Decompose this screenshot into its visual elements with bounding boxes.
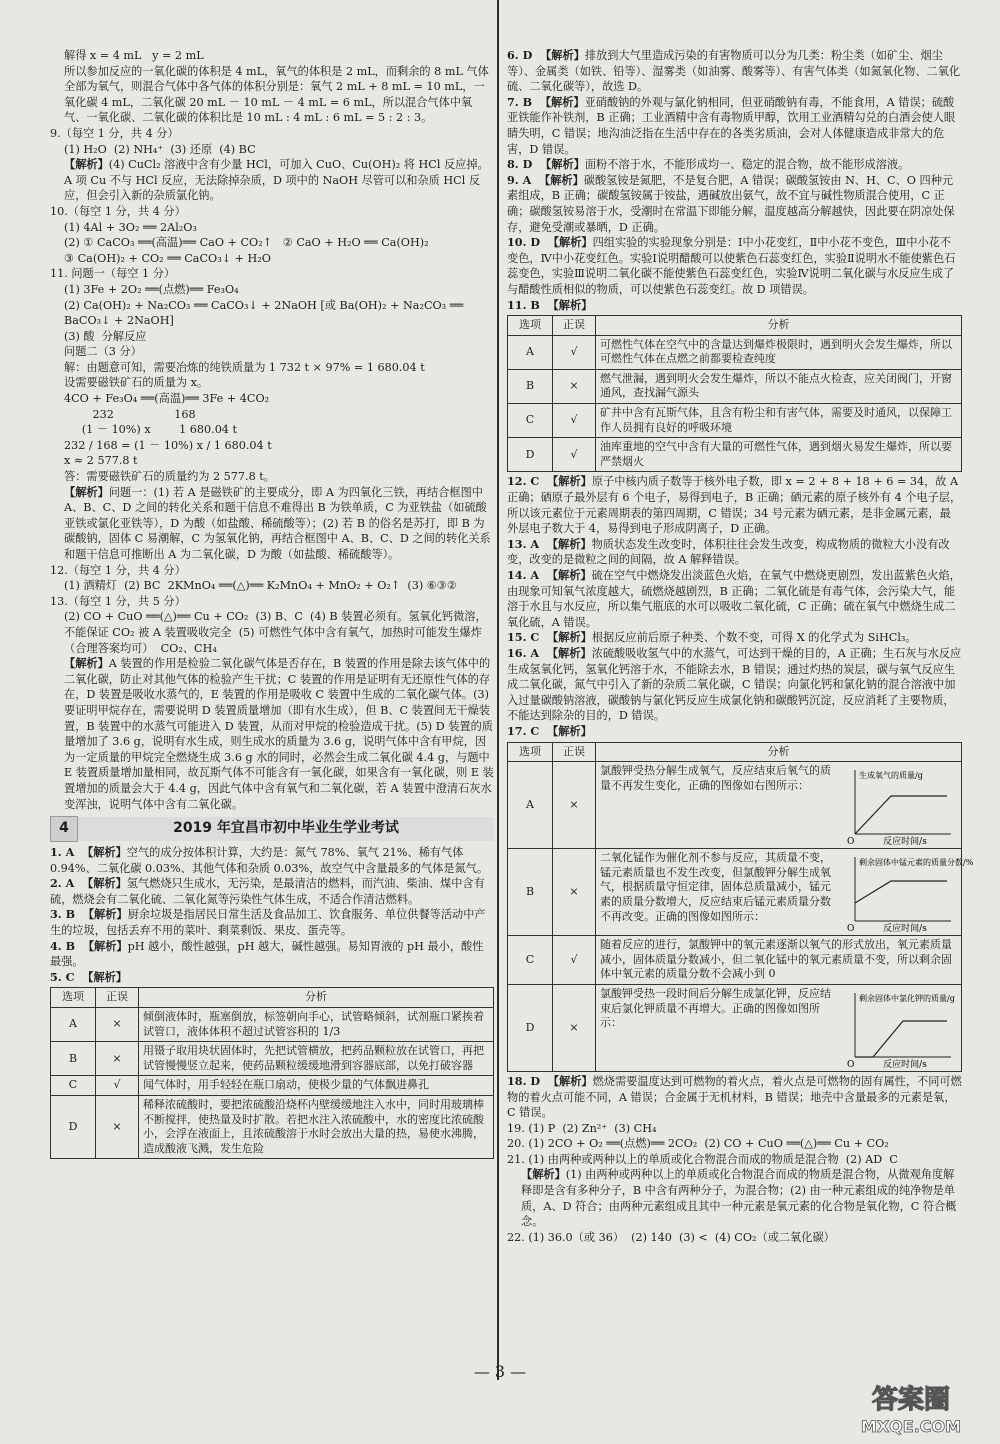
answer-text: 燃烧需要温度达到可燃物的着火点，着火点是可燃物的固有属性，不同可燃物的着火点可能不同，A 错误；合金属于无机材料，B 错误；地壳中含量最多的元素是氧，C 错误。 — [507, 1074, 962, 1120]
answer-text: (2) CO + CuO ══(△)══ Cu + CO₂ (3) B、C (4) B 装置必须有。氢氧化钙微溶，不能保证 CO₂ 被 A 装置吸收完全 (5) 可燃性气体中含有氧气，加热时可能发生爆炸（合理答案均可） CO₂、CH₄ — [64, 610, 487, 655]
table-header-cell: 分析 — [596, 316, 962, 336]
answer-line — [50, 438, 494, 454]
answer-line — [50, 469, 494, 485]
answer-tag: 4. B 【解析】 — [50, 938, 128, 953]
option-cell: B — [508, 369, 553, 403]
answer-line — [507, 157, 962, 173]
correctness-cell: √ — [553, 335, 596, 369]
answer-line — [507, 1074, 962, 1121]
answer-text: 硫在空气中燃烧发出淡蓝色火焰，在氧气中燃烧更剧烈，发出蓝紫色火焰，由现象可知氧气浓度越大，硫燃烧越剧烈，B 正确；二氧化硫是有毒气体，会污染大气，能溶于水且与水反应，所以集气瓶底的水可以吸收二氧化硫，C 正确；硫在氧气中燃烧生成二氧化硫，A 错误。 — [507, 569, 961, 629]
answer-text: 问题二（3 分） — [64, 345, 142, 359]
left-column — [50, 48, 494, 1161]
analysis-cell: 可燃性气体在空气中的含量达到爆炸极限时，遇到明火会发生爆炸，所以可燃性气体在点燃之前都要检查纯度 — [596, 335, 962, 369]
answer-line — [50, 64, 494, 126]
answer-tag: 2. A 【解析】 — [50, 876, 127, 891]
answer-text: 21. (1) 由两种或两种以上的单质或化合物混合而成的物质是混合物 (2) AD C — [507, 1152, 898, 1166]
answer-text: 解得 x = 4 mL y = 2 mL — [64, 49, 204, 62]
answer-text: 4CO + Fe₃O₄ ══(高温)══ 3Fe + 4CO₂ — [64, 392, 270, 406]
answer-text: 答：需要磁铁矿石的质量约为 2 577.8 t。 — [64, 470, 275, 484]
answer-tag: 17. C 【解析】 — [507, 723, 592, 738]
answer-text: 11. 问题一（每空 1 分） — [50, 267, 176, 281]
table-header-cell: 分析 — [596, 742, 962, 762]
answer-text: 问题一：(1) 若 A 是磁铁矿的主要成分，即 A 为四氧化三铁，再结合框图中 A、B、C、D 之间的转化关系和题干信息不难得出 B 为铁单质，C 为亚铁盐（如硫酸亚铁或氯化亚铁等），D 为酸（如盐酸、稀硫酸等）；(2) 若 B 的俗名是苏打，即 B 为碳酸钠，固体 C 易潮解，C 为氢氧化钠，再结合框图中 A、B、C、D 之间的转化关系和题干信息可推断出 A 为二氧化碳，D 为酸（如盐酸、稀硫酸等）。 — [64, 485, 491, 561]
graph-origin: O — [847, 837, 855, 848]
answer-line — [50, 220, 494, 236]
option-cell: C — [508, 404, 553, 438]
analysis-cell — [596, 762, 962, 849]
table-header-cell: 分析 — [139, 988, 494, 1008]
answer-tag: 3. B 【解析】 — [50, 907, 128, 922]
graph-origin: O — [847, 924, 855, 935]
analysis-cell — [596, 984, 962, 1071]
answer-text: 13.（每空 1 分，共 5 分） — [50, 594, 186, 608]
option-cell: A — [51, 1008, 96, 1042]
graph-ylabel: 生成氧气的质量/g — [859, 771, 923, 781]
answer-text: 9.（每空 1 分，共 4 分） — [50, 126, 179, 140]
answer-text: 厨余垃圾是指居民日常生活及食品加工、饮食服务、单位供餐等活动中产生的垃圾，包括丢弃不用的菜叶、剩菜剩饭、果皮、蛋壳等。 — [50, 908, 486, 938]
answer-line — [50, 578, 494, 594]
graph-xlabel: 反应时间/s — [883, 1059, 927, 1070]
answer-text: (2) Ca(OH)₂ + Na₂CO₃ ══ CaCO₃↓ + 2NaOH [或 Ba(OH)₂ + Na₂CO₃ ══ BaCO₃↓ + 2NaOH] — [64, 298, 467, 328]
answer-tag: 【解析】 — [64, 157, 109, 172]
correctness-cell: × — [96, 1042, 139, 1076]
answer-line — [507, 630, 962, 646]
answer-line — [50, 907, 494, 938]
option-cell: B — [508, 849, 553, 936]
answer-tag: 9. A 【解析】 — [507, 172, 584, 187]
answer-line — [507, 173, 962, 235]
table-row — [51, 1076, 494, 1096]
answer-tag: 【解析】 — [64, 656, 109, 671]
table-row — [508, 438, 962, 472]
right-column — [507, 48, 974, 1245]
answer-line — [50, 126, 494, 142]
answer-text: pH 越小，酸性越强，pH 越大，碱性越强。易知胃液的 pH 最小，酸性最强。 — [50, 939, 484, 969]
answer-line — [50, 563, 494, 579]
answer-line — [507, 1136, 962, 1152]
graph-curve — [855, 796, 947, 834]
option-cell: A — [508, 335, 553, 369]
analysis-with-graph — [600, 851, 974, 935]
answer-line — [50, 609, 494, 656]
answer-text: 解：由题意可知，需要冶炼的纯铁质量为 1 732 t × 97% = 1 680.04 t — [64, 360, 425, 374]
analysis-cell — [596, 849, 974, 936]
table-header-cell: 选项 — [508, 742, 553, 762]
table-header-cell: 正误 — [96, 988, 139, 1008]
answer-text: 浓硫酸吸收氢气中的水蒸气，可达到干燥的目的，A 正确；生石灰与水反应生成氢氧化钙，氢氧化钙溶于水，不能除去水，B 错误；通过灼热的炭层，碳与氧气反应生成二氧化碳，氮气中引入了新的杂质二氧化碳，C 错误；向氯化钙和氯化钠的混合溶液中加入过量碳酸钠溶液，碳酸钠与氯化钙反应生成氯化钠和碳酸钙沉淀，反应消耗了主要物质，不能达到除杂的目的，D 错误。 — [507, 646, 962, 723]
answer-line — [507, 235, 962, 297]
answer-line — [50, 845, 494, 876]
analysis-cell: 稀释浓硫酸时，要把浓硫酸沿烧杯内壁缓缓地注入水中，同时用玻璃棒不断搅拌，使热量及时扩散。若把水注入浓硫酸中，水的密度比浓硫酸小，会浮在液面上，且浓硫酸溶于水时会放出大量的热，易使水沸腾，造成酸液飞溅，发生危险 — [139, 1096, 494, 1159]
answer-tag: 12. C 【解析】 — [507, 474, 592, 489]
answer-line — [507, 646, 962, 724]
correctness-cell: √ — [553, 936, 596, 985]
analysis-table — [50, 987, 494, 1159]
answer-text: (3) 酸 分解反应 — [64, 329, 147, 343]
option-cell: A — [508, 762, 553, 849]
answer-text: (4) CuCl₂ 溶液中含有少量 HCl，可加入 CuO、Cu(OH)₂ 将 HCl 反应掉。A 项 Cu 不与 HCl 反应，无法除掉杂质，D 项中的 NaOH 尽管可以和杂质 HCl 反应，但会引入新的杂质氯化钠。 — [64, 158, 489, 203]
graph-ylabel: 剩余固体中氯化钾的质量/g — [859, 993, 955, 1003]
answer-line — [50, 48, 494, 64]
option-cell: C — [51, 1076, 96, 1096]
option-cell: B — [51, 1042, 96, 1076]
answer-line — [507, 568, 962, 630]
correctness-cell: × — [553, 849, 596, 936]
answer-text: ③ Ca(OH)₂ + CO₂ ══ CaCO₃↓ + H₂O — [64, 251, 271, 265]
answer-text: 22. (1) 36.0（或 36） (2) 140 (3) < (4) CO₂（或二氧化碳） — [507, 1230, 835, 1244]
watermark-url: MXQE.COM — [860, 1417, 962, 1436]
section-number: 4 — [50, 816, 78, 842]
table-header-row — [508, 316, 962, 336]
option-cell: C — [508, 936, 553, 985]
answer-text: 氢气燃烧只生成水，无污染，是最清洁的燃料，而汽油、柴油、煤中含有硫，燃烧会有二氧化硫、二氧化氮等污染性气体生成，不适合作清洁燃料。 — [50, 877, 485, 906]
answer-text: 面粉不溶于水，不能形成均一、稳定的混合物，故不能形成溶液。 — [584, 158, 910, 172]
page-number: — 3 — — [473, 1362, 527, 1381]
watermark-text: 答案圈 — [871, 1385, 951, 1415]
graph-origin: O — [847, 1059, 855, 1070]
analysis-with-graph — [600, 987, 957, 1069]
answer-tag: 【解析】 — [521, 1167, 566, 1182]
answer-line — [507, 474, 962, 536]
analysis-text: 氯酸钾受热分解生成氧气，反应结束后氧气的质量不再发生变化，正确的图像如右图所示： — [600, 764, 831, 792]
table-header-cell: 选项 — [51, 988, 96, 1008]
answer-line — [50, 298, 494, 329]
answer-tag: 11. B 【解析】 — [507, 297, 593, 312]
table-row — [508, 936, 962, 985]
answer-line — [50, 453, 494, 469]
correctness-cell: × — [553, 984, 596, 1071]
answer-line — [50, 594, 494, 610]
table-header-cell: 选项 — [508, 316, 553, 336]
section-title: 2019 年宜昌市初中毕业生学业考试 — [78, 817, 494, 841]
answer-line — [507, 95, 962, 157]
answer-graph — [839, 987, 957, 1069]
analysis-cell: 油库重地的空气中含有大量的可燃性气体，遇到烟火易发生爆炸，所以要严禁烟火 — [596, 438, 962, 472]
answer-text: 232 / 168 = (1 － 10%) x / 1 680.04 t — [64, 438, 272, 452]
answer-line — [50, 344, 494, 360]
answer-line — [50, 329, 494, 345]
answer-line — [50, 157, 494, 204]
answer-text: (1) 酒精灯 (2) BC 2KMnO₄ ══(△)══ K₂MnO₄ + MnO₂ + O₂↑ (3) ⑥③② — [64, 579, 457, 593]
answer-text: A 装置的作用是检验二氧化碳气体是否存在，B 装置的作用是除去该气体中的二氧化碳，防止对其他气体的检验产生干扰；C 装置的作用是证明有无还原性气体的存在，D 装置是吸收水蒸气的，E 装置的作用是吸收 C 装置中生成的二氧化碳气体。(3) 要证明甲烷存在，需要说明 D 装置质量增加（即有水生成），但 B、C 装置间无干燥装置，B 装置中的水蒸气可能进入 D 装置，从而对甲烷的检验造成干扰。(5) D 装置的质量增加了 3.6 g，说明有水生成，则生成水的质量为 3.6 g，说明气体中含有甲烷，因为一定质量的甲烷完全燃烧生成 3.6 g 水的同时，必然会生成二氧化碳 4.4 g，与题中 E 装置质量增加量相同，故瓦斯气体不可能含有一氧化碳，如果含有一氧化碳，则 E 装置增加的质量会大于 4.4 g，因此气体中含有氧气和二氧化碳，若 A 装置中澄清石灰水变浑浊，说明气体中含有二氧化碳。 — [64, 657, 494, 811]
table-row — [51, 1042, 494, 1076]
answer-line — [507, 1152, 962, 1168]
answer-text: 10.（每空 1 分，共 4 分） — [50, 204, 186, 218]
answer-tag: 8. D 【解析】 — [507, 157, 585, 172]
table-header-cell: 正误 — [553, 742, 596, 762]
answer-line — [507, 537, 962, 568]
answer-text: 设需要磁铁矿石的质量为 x。 — [64, 376, 209, 390]
answer-text: 原子中核内质子数等于核外电子数，即 x = 2 + 8 + 18 + 6 = 34，故 A 正确；硒原子最外层有 6 个电子，易得到电子，B 正确；硒元素的原子核外有 4 个电子层，所以该元素位于元素周期表的第四周期，C 错误；34 号元素为硒元素，是非金属元素，最外层电子数大于 4，易得到电子形成阴离子，D 正确。 — [507, 475, 962, 536]
answer-line — [507, 724, 962, 740]
watermark-logo — [836, 1378, 986, 1438]
answer-text: 19. (1) P (2) Zn²⁺ (3) CH₄ — [507, 1121, 657, 1135]
answer-line — [50, 391, 494, 407]
answer-tag: 16. A 【解析】 — [507, 645, 592, 660]
answer-text: (1) H₂O (2) NH₄⁺ (3) 还原 (4) BC — [64, 142, 256, 156]
answer-line — [50, 235, 494, 251]
answer-tag: 14. A 【解析】 — [507, 568, 592, 582]
analysis-with-graph — [600, 764, 957, 846]
answer-line — [50, 204, 494, 220]
table-row — [508, 984, 962, 1071]
table-row — [508, 404, 962, 438]
answer-text: 空气的成分按体积计算，大约是：氮气 78%、氧气 21%、稀有气体 0.94%、二氧化碳 0.03%、其他气体和杂质 0.03%，故空气中含量最多的气体是氮气。 — [50, 846, 489, 875]
answer-tag: 15. C 【解析】 — [507, 630, 592, 645]
exam-section-banner — [50, 816, 494, 842]
correctness-cell: × — [553, 762, 596, 849]
answer-line — [50, 970, 494, 986]
graph-curve — [855, 1021, 947, 1057]
graph-ylabel: 剩余固体中锰元素的质量分数/% — [859, 858, 974, 868]
correctness-cell: × — [96, 1008, 139, 1042]
analysis-cell: 用镊子取用块状固体时，先把试管横放，把药品颗粒放在试管口，再把试管慢慢竖立起来，使药品颗粒缓缓地滑到容器底部，以免打破容器 — [139, 1042, 494, 1076]
answer-line — [507, 298, 962, 314]
table-row — [508, 335, 962, 369]
analysis-cell: 矿井中含有瓦斯气体，且含有粉尘和有害气体，需要及时通风，以保障工作人员拥有良好的呼吸环境 — [596, 404, 962, 438]
analysis-cell: 倾倒液体时，瓶塞倒放，标签朝向手心，试管略倾斜，试剂瓶口紧挨着试管口，液体体积不超过试管容积的 1/3 — [139, 1008, 494, 1042]
answer-text: (2) ① CaCO₃ ══(高温)══ CaO + CO₂↑ ② CaO + H₂O ══ Ca(OH)₂ — [64, 236, 429, 250]
answer-text: 根据反应前后原子种类、个数不变，可得 X 的化学式为 SiHCl₃。 — [591, 631, 917, 645]
analysis-cell: 闻气体时，用手轻轻在瓶口扇动，使极少量的气体飘进鼻孔 — [139, 1076, 494, 1096]
answer-text: 四组实验的实验现象分别是：Ⅰ中小花变红，Ⅱ中小花不变色，Ⅲ中小花不变色，Ⅳ中小花变红色。实验Ⅰ说明醋酸可以使紫色石蕊变红色，实验Ⅱ说明水不能使紫色石蕊变色，实验Ⅲ说明二氧化碳不能使紫色石蕊变红色，实验Ⅳ说明二氧化碳与水反应生成了与醋酸性质相似的物质，可以使紫色石蕊变红。故 D 项错误。 — [507, 236, 956, 296]
answer-line — [50, 142, 494, 158]
table-row — [51, 1008, 494, 1042]
answer-line — [507, 1167, 962, 1229]
answer-tag: 13. A 【解析】 — [507, 536, 592, 551]
answer-line — [50, 282, 494, 298]
answer-tag: 1. A 【解析】 — [50, 845, 127, 860]
answer-line — [50, 375, 494, 391]
answer-text: x ≈ 2 577.8 t — [64, 454, 138, 468]
answer-tag: 6. D 【解析】 — [507, 48, 585, 62]
answer-line — [507, 48, 962, 95]
correctness-cell: √ — [553, 404, 596, 438]
answer-tag: 7. B 【解析】 — [507, 94, 585, 109]
option-cell: D — [508, 984, 553, 1071]
graph-curve — [855, 881, 947, 903]
option-cell: D — [508, 438, 553, 472]
analysis-table — [507, 742, 974, 1072]
option-cell: D — [51, 1096, 96, 1159]
answer-text: 碳酸氢铵是氮肥，不是复合肥，A 错误；碳酸氢铵由 N、H、C、O 四种元素组成，B 正确；碳酸氢铵属于铵盐，遇碱放出氨气，故不宜与碱性物质混合使用，C 正确；碳酸氢铵易溶于水，受潮时在常温下即能分解，温度越高分解越快，因此要在阴凉处保存，避免受潮或暴晒，D 正确。 — [507, 173, 955, 234]
answer-text: 所以参加反应的一氧化碳的体积是 4 mL，氧气的体积是 2 mL，而剩余的 8 mL 气体全部为氧气，则混合气体中各气体的体积分别是：氧气 2 mL + 8 mL = 10 mL，一氧化碳 4 mL，二氧化碳 20 mL － 10 mL － 4 mL = 6 mL，所以混合气体中氧气、一氧化碳、二氧化碳的体积比是 10 mL : 4 mL : 6 mL = 5 : 2 : 3。 — [64, 64, 489, 125]
table-row — [508, 849, 962, 936]
analysis-cell: 随着反应的进行，氯酸钾中的氧元素逐渐以氧气的形式放出，氧元素质量减小，固体质量分数减小，但二氧化锰中的氧元素质量不变，所以剩余固体中氧元素的质量分数不会减小到 0 — [596, 936, 962, 985]
correctness-cell: × — [553, 369, 596, 403]
answer-tag: 5. C 【解析】 — [50, 969, 128, 984]
analysis-text: 二氧化锰作为催化剂不参与反应，其质量不变，锰元素质量也不发生改变，但氯酸钾分解生成氧气，根据质量守恒定律，固体总质量减小，锰元素的质量分数增大，反应结束后锰元素质量分数不再改变。正确的图像如图所示： — [600, 851, 831, 923]
answer-line — [50, 939, 494, 970]
table-header-cell: 正误 — [553, 316, 596, 336]
answer-tag: 【解析】 — [64, 484, 109, 499]
analysis-text: 氯酸钾受热一段时间后分解生成氯化钾，反应结束后氯化钾质量不再增大。正确的图像如图所示： — [600, 986, 831, 1030]
answer-line — [50, 251, 494, 267]
answer-line — [507, 1121, 962, 1137]
table-row — [51, 1096, 494, 1159]
answer-tag: 10. D 【解析】 — [507, 235, 593, 250]
answer-graph — [839, 851, 974, 935]
answer-line — [50, 422, 494, 438]
correctness-cell: × — [96, 1096, 139, 1159]
answer-line — [50, 876, 494, 907]
analysis-table — [507, 315, 962, 472]
answer-line — [50, 266, 494, 282]
answer-graph — [839, 764, 957, 846]
table-header-row — [51, 988, 494, 1008]
answer-text: 232 168 — [64, 407, 196, 421]
answer-line — [50, 485, 494, 563]
answer-line — [50, 407, 494, 423]
answer-tag: 18. D 【解析】 — [507, 1073, 593, 1088]
answer-line — [507, 1230, 962, 1246]
answer-text: 物质状态发生改变时，体积往往会发生改变，构成物质的微粒大小没有改变，改变的是微粒之间的间隔，故 A 解释错误。 — [507, 537, 950, 567]
table-row — [508, 369, 962, 403]
answer-text: 排放到大气里造成污染的有害物质可以分为几类：粉尘类（如矿尘、烟尘等）、金属类（如铁、铅等）、湿雾类（如油雾、酸雾等）、有害气体类（如氮氧化物、二氧化硫、二氧化碳等），故选 D。 — [507, 49, 961, 94]
correctness-cell: √ — [96, 1076, 139, 1096]
graph-xlabel: 反应时间/s — [883, 924, 927, 935]
answer-text: (1) 由两种或两种以上的单质或化合物混合而成的物质是混合物，从微观角度解释即是含有多种分子，B 中含有两种分子，为混合物；(2) 由一种元素组成的纯净物是单质，A、D 符合；由两种元素组成且其中一种元素是氧元素的化合物是氧化物，C 符合概念。 — [521, 1168, 957, 1229]
answer-text: (1) 4Al + 3O₂ ══ 2Al₂O₃ — [64, 220, 197, 234]
correctness-cell: √ — [553, 438, 596, 472]
answer-text: 12.（每空 1 分，共 4 分） — [50, 563, 186, 577]
answer-text: 20. (1) 2CO + O₂ ══(点燃)══ 2CO₂ (2) CO + CuO ══(△)══ Cu + CO₂ — [507, 1137, 889, 1151]
analysis-cell: 燃气泄漏，遇到明火会发生爆炸，所以不能点火检查，应关闭阀门，开窗通风，查找漏气源头 — [596, 369, 962, 403]
answer-line — [50, 656, 494, 812]
answer-text: (1 － 10%) x 1 680.04 t — [64, 423, 237, 437]
table-header-row — [508, 742, 962, 762]
answer-line — [50, 360, 494, 376]
column-divider — [497, 0, 499, 1380]
graph-xlabel: 反应时间/s — [883, 837, 927, 848]
table-row — [508, 762, 962, 849]
answer-text: 亚硝酸钠的外观与氯化钠相同，但亚硝酸钠有毒，不能食用，A 错误；硫酸亚铁能作补铁剂，B 正确；工业酒精中含有毒物质甲醇，饮用工业酒精勾兑的白酒会使人眼睛失明，C 错误；地沟油泛指在生活中存在的各类劣质油，会对人体健康造成非常大的危害，D 错误。 — [507, 95, 956, 156]
answer-text: (1) 3Fe + 2O₂ ══(点燃)══ Fe₃O₄ — [64, 282, 239, 296]
